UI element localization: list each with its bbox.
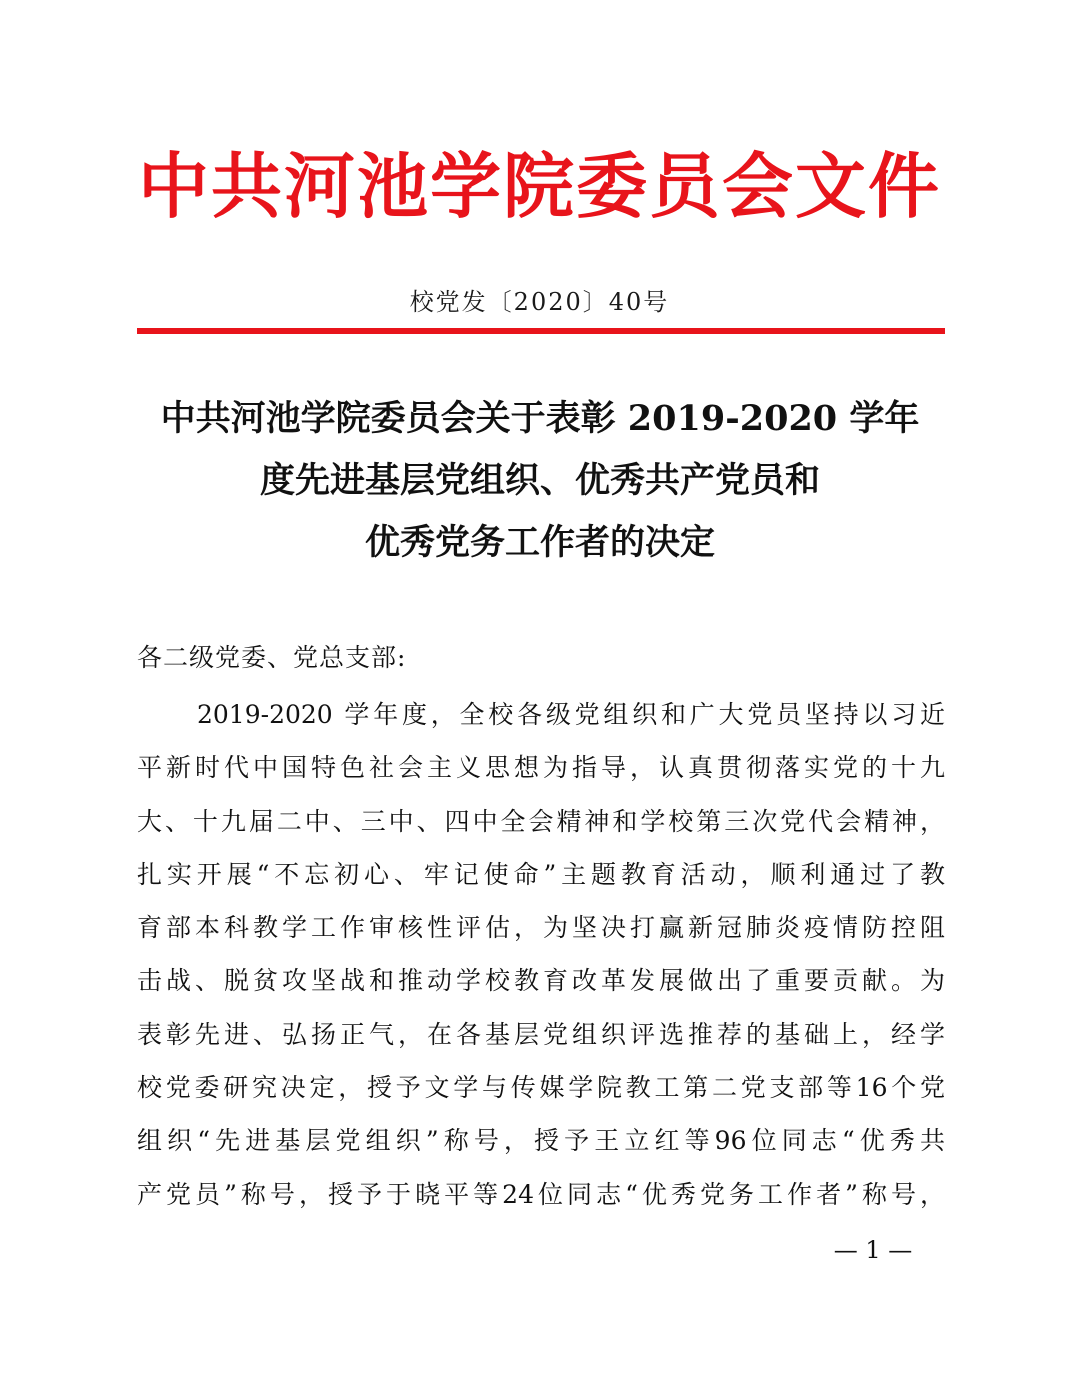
document-title	[100, 388, 980, 574]
page-number: — 1 —	[833, 1236, 913, 1264]
body-line: 表彰先进、弘扬正气，在各基层党组织评选推荐的基础上，经学	[137, 1019, 945, 1049]
body-line: 击战、脱贫攻坚战和推动学校教育改革发展做出了重要贡献。为	[137, 966, 945, 996]
title-line: 中共河池学院委员会关于表彰 2019-2020 学年	[160, 398, 920, 439]
body-line: 组织“先进基层党组织”称号，授予王立红等96位同志“优秀共	[137, 1126, 945, 1156]
body-line: 育部本科教学工作审核性评估，为坚决打赢新冠肺炎疫情防控阻	[137, 913, 945, 943]
body-line: 校党委研究决定，授予文学与传媒学院教工第二党支部等16个党	[137, 1073, 945, 1103]
title-line: 度先进基层党组织、优秀共产党员和	[259, 460, 820, 501]
body-line: 平新时代中国特色社会主义思想为指导，认真贯彻落实党的十九	[137, 753, 945, 783]
document-number: 校党发〔2020〕40号	[409, 288, 670, 316]
red-divider-rule	[137, 328, 945, 334]
body-paragraph	[137, 688, 945, 1221]
body-line: 2019-2020 学年度，全校各级党组织和广大党员坚持以习近	[197, 700, 945, 729]
body-line: 扎实开展“不忘初心、牢记使命”主题教育活动，顺利通过了教	[137, 859, 945, 889]
body-line: 大、十九届二中、三中、四中全会精神和学校第三次党代会精神，	[137, 806, 945, 836]
title-line: 优秀党务工作者的决定	[364, 522, 715, 563]
salutation: 各二级党委、党总支部:	[137, 643, 407, 672]
document-masthead: 中共河池学院委员会文件	[137, 144, 941, 228]
body-line: 产党员”称号，授予于晓平等24位同志“优秀党务工作者”称号，	[137, 1179, 945, 1209]
